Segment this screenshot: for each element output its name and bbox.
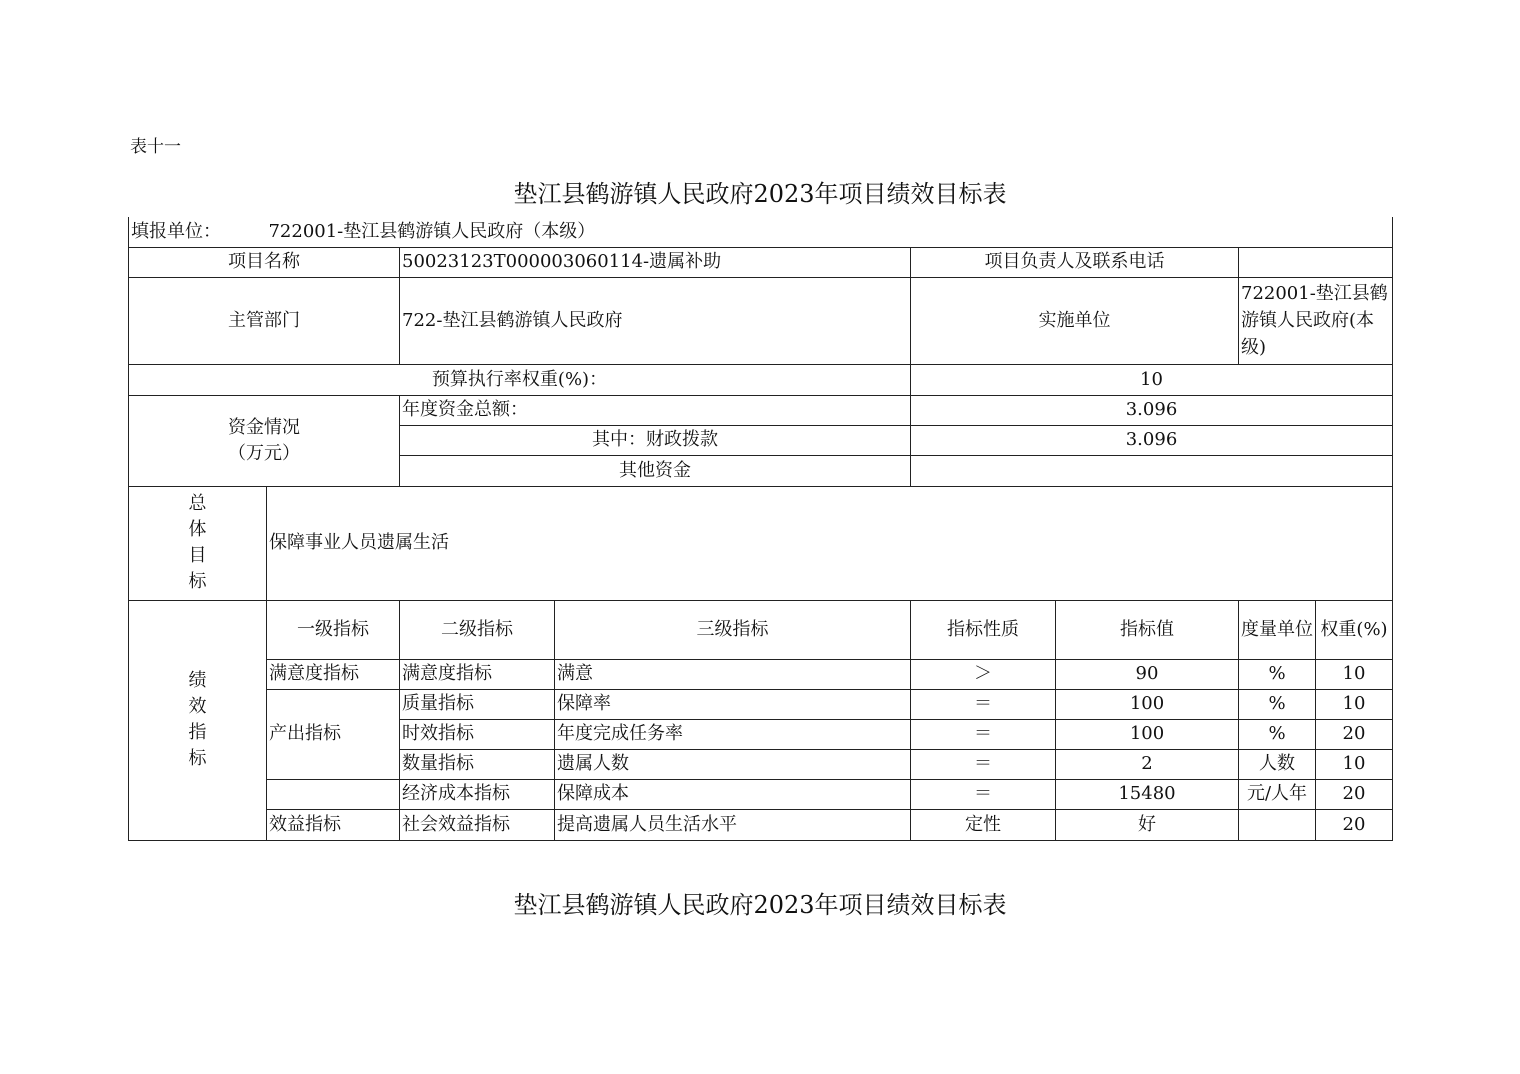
dept-row [129,277,1393,364]
row-weight: 10 [1316,689,1393,719]
dept-label: 主管部门 [129,277,400,364]
budget-rate-row [129,364,1393,395]
row-level1: 效益指标 [267,809,400,840]
table-row [129,659,1393,689]
header-level1: 一级指标 [267,600,400,659]
row-level1 [267,779,400,809]
row-level3: 年度完成任务率 [555,719,911,749]
header-nature: 指标性质 [911,600,1056,659]
row-value: 100 [1056,719,1239,749]
row-level2: 社会效益指标 [400,809,555,840]
row-value: 100 [1056,689,1239,719]
row-level3: 满意 [555,659,911,689]
indicator-header-row [129,600,1393,659]
header-level2: 二级指标 [400,600,555,659]
row-level2: 质量指标 [400,689,555,719]
project-name-row [129,247,1393,277]
annual-total-label: 年度资金总额： [400,395,911,425]
row-weight: 20 [1316,779,1393,809]
row-level2: 经济成本指标 [400,779,555,809]
budget-rate-value: 10 [911,364,1393,395]
annual-total-value: 3.096 [911,395,1393,425]
other-funds-label: 其他资金 [400,455,911,486]
row-unit: 元/人年 [1239,779,1316,809]
contact-value [1239,247,1393,277]
row-weight: 10 [1316,659,1393,689]
row-level1: 产出指标 [267,689,400,779]
row-level3: 提高遗属人员生活水平 [555,809,911,840]
page-title: 垫江县鹤游镇人民政府2023年项目绩效目标表 [513,180,1007,208]
row-nature: ＝ [911,719,1056,749]
row-value: 好 [1056,809,1239,840]
goal-row [129,486,1393,600]
impl-value: 722001-垫江县鹤游镇人民政府(本级) [1239,277,1393,364]
row-level3: 遗属人数 [555,749,911,779]
dept-value: 722-垫江县鹤游镇人民政府 [400,277,911,364]
project-name-label: 项目名称 [129,247,400,277]
funds-label-line1: 资金情况 [228,416,300,438]
row-weight: 20 [1316,809,1393,840]
funds-label [129,395,400,486]
row-nature: ＞ [911,659,1056,689]
row-level1: 满意度指标 [267,659,400,689]
row-level2: 数量指标 [400,749,555,779]
project-name-value: 50023123T000003060114-遗属补助 [400,247,911,277]
row-weight: 10 [1316,749,1393,779]
contact-label: 项目负责人及联系电话 [911,247,1239,277]
row-unit: % [1239,689,1316,719]
goal-value: 保障事业人员遗属生活 [267,486,1393,600]
fill-unit-value: 722001-垫江县鹤游镇人民政府（本级） [268,220,596,242]
row-weight: 20 [1316,719,1393,749]
footer-title: 垫江县鹤游镇人民政府2023年项目绩效目标表 [513,891,1007,919]
row-nature: ＝ [911,689,1056,719]
row-value: 15480 [1056,779,1239,809]
header-value: 指标值 [1056,600,1239,659]
row-unit: 人数 [1239,749,1316,779]
performance-table [128,217,1393,841]
row-unit: % [1239,659,1316,689]
row-nature: ＝ [911,749,1056,779]
row-level3: 保障率 [555,689,911,719]
impl-label: 实施单位 [911,277,1239,364]
fiscal-value: 3.096 [911,425,1393,455]
table-row [129,809,1393,840]
goal-label: 总 体 目 标 [129,486,267,600]
row-value: 90 [1056,659,1239,689]
fill-unit-label: 填报单位： [131,220,221,242]
row-level2: 满意度指标 [400,659,555,689]
fill-unit-row [129,217,1393,247]
row-level3: 保障成本 [555,779,911,809]
table-label: 表十一 [130,137,181,157]
budget-rate-label: 预算执行率权重(%)： [129,364,911,395]
row-nature: ＝ [911,779,1056,809]
funds-label-line2: （万元） [228,442,300,464]
annual-total-row [129,395,1393,425]
perf-label: 绩 效 指 标 [129,600,267,840]
row-nature: 定性 [911,809,1056,840]
row-unit: % [1239,719,1316,749]
row-value: 2 [1056,749,1239,779]
header-unit: 度量单位 [1239,600,1316,659]
row-unit [1239,809,1316,840]
table-row [129,779,1393,809]
other-funds-value [911,455,1393,486]
header-weight: 权重(%) [1316,600,1393,659]
row-level2: 时效指标 [400,719,555,749]
fiscal-label: 其中：财政拨款 [400,425,911,455]
table-row [129,689,1393,719]
header-level3: 三级指标 [555,600,911,659]
